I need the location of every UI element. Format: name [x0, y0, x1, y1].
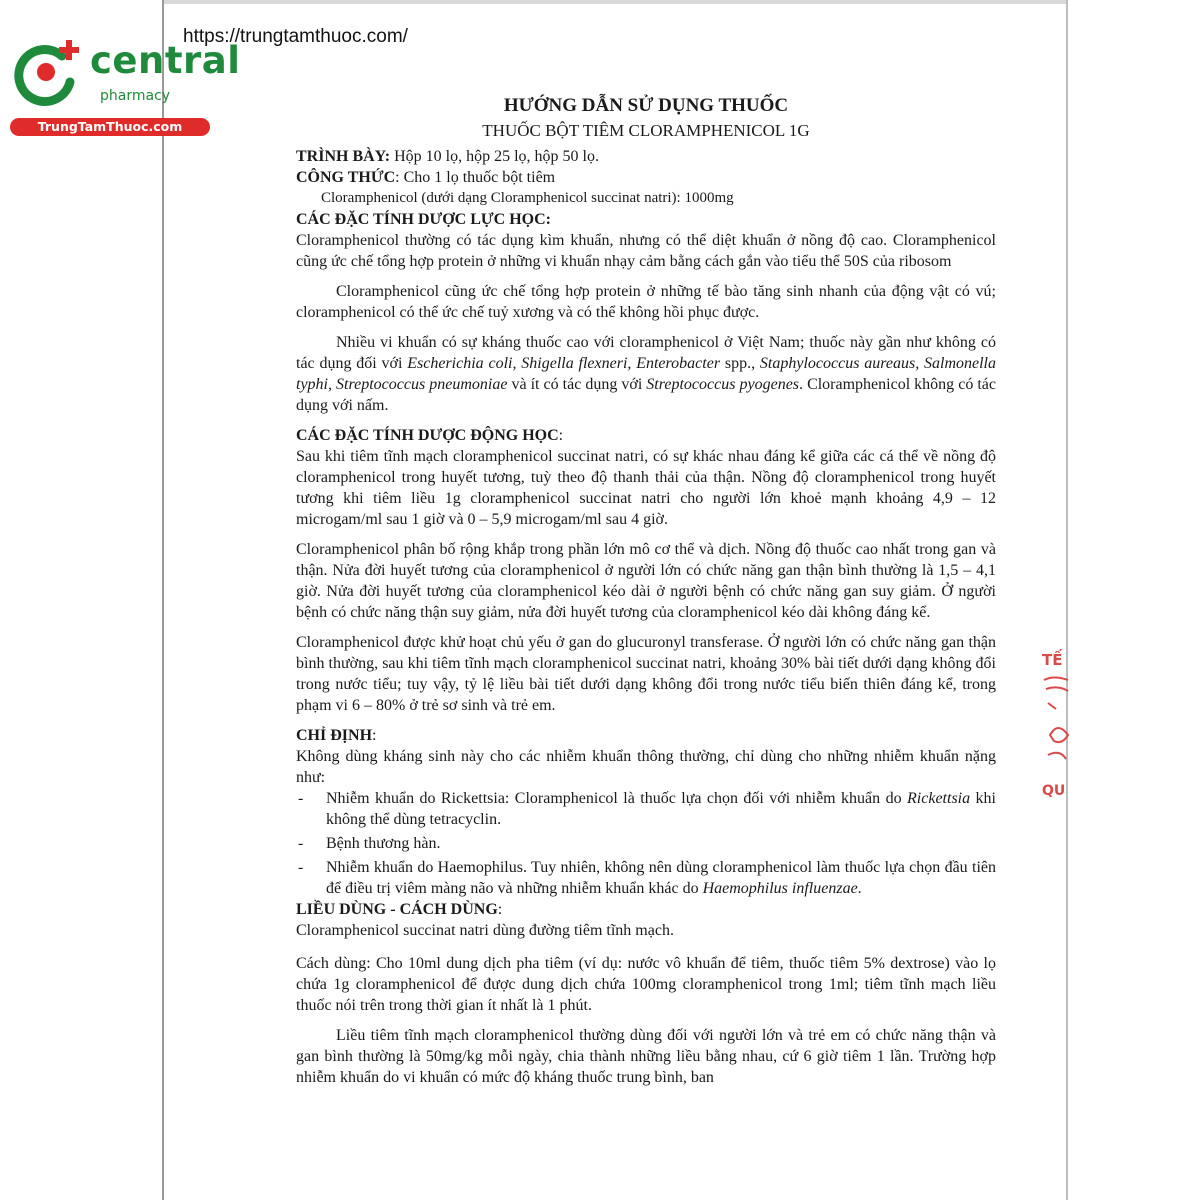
presentation-label: TRÌNH BÀY: [296, 148, 391, 165]
indication-1-text: Nhiễm khuẩn do Rickettsia: Cloramphenicol là thuốc lựa chọn đối với nhiễm khuẩn do [326, 790, 908, 807]
pd-p3-text-a: Nhiều vi khuẩn có sự kháng thuốc cao với cloramphenicol ở Việt Nam; thuốc này gần như không có tác dụng đối với [296, 334, 996, 372]
indication-1-organism: Rickettsia [907, 790, 971, 807]
dosage-heading: LIỀU DÙNG - CÁCH DÙNG: [296, 901, 503, 918]
pd-p3-text-c: spp., [720, 355, 760, 372]
list-item [296, 833, 996, 854]
indication-3-tail: . [857, 880, 862, 897]
logo-tagline: pharmacy [100, 88, 171, 104]
pharmacokinetics-paragraph-1: Sau khi tiêm tĩnh mạch cloramphenicol succinat natri, có sự khác nhau đáng kể giữa các cá thể về nồng độ cloramphenicol trong huyết tương, tuỳ theo độ thanh thải của thận. Nồng độ cloramphenicol trong huyết tương khi tiêm liều 1g cloramphenicol succinat natri cho người lớn khoẻ mạnh khoảng 4,9 – 12 microgam/ml sau 1 giờ và 0 – 5,9 microgam/ml sau 4 giờ. [296, 448, 996, 528]
presentation-line [296, 146, 996, 167]
pd-p3-text-e: và ít có tác dụng với [507, 376, 647, 393]
document-body [296, 146, 996, 1088]
pd-p3-text-g: . Cloramphenicol không có tác dụng với nấm. [296, 376, 996, 414]
stamp-text-bottom: QU [1042, 783, 1066, 799]
left-margin [0, 0, 163, 1200]
dosage-heading-text: LIỀU DÙNG - CÁCH DÙNG [296, 901, 498, 918]
logo-brand: central [90, 39, 241, 82]
indications-heading-text: CHỈ ĐỊNH [296, 727, 373, 744]
formula-line [296, 167, 996, 188]
pharmacodynamics-heading: CÁC ĐẶC TÍNH DƯỢC LỰC HỌC: [296, 211, 551, 228]
pharmacodynamics-paragraph-1: Cloramphenicol thường có tác dụng kìm khuẩn, nhưng có thể diệt khuẩn ở nồng độ cao. Cloramphenicol cũng ức chế tổng hợp protein ở những vi khuẩn nhạy cảm bằng cách gắn vào tiểu thể 50S của ribosom [296, 232, 996, 270]
pd-p3-organisms-a: Escherichia coli, Shigella flexneri, Enterobacter [407, 355, 721, 372]
dosage-paragraph-2: Cách dùng: Cho 10ml dung dịch pha tiêm (ví dụ: nước vô khuẩn để tiêm, thuốc tiêm 5% dextrose) vào lọ chứa 1g cloramphenicol để được dung dịch chứa 100mg cloramphenicol trong 1ml; tiêm tĩnh mạch liều thuốc nói trên trong thời gian ít nhất là 1 phút. [296, 955, 996, 1014]
paper-top-edge [163, 0, 1068, 4]
pharmacokinetics-paragraph-2: Cloramphenicol phân bố rộng khắp trong phần lớn mô cơ thể và dịch. Nồng độ thuốc cao nhất trong gan và thận. Nửa đời huyết tương của cloramphenicol ở người lớn có chức năng gan thận bình thường là 1,5 – 4,1 giờ. Nửa đời huyết tương của cloramphenicol kéo dài ở người bệnh có chức năng gan suy giảm. Ở người bệnh có chức năng thận suy giảm, nửa đời huyết tương của cloramphenicol kéo dài không đáng kể. [296, 541, 996, 621]
dosage-paragraph-3: Liều tiêm tĩnh mạch cloramphenicol thường dùng đối với người lớn và trẻ em có chức năng thận và gan bình thường là 50mg/kg mỗi ngày, chia thành những liều bằng nhau, cứ 6 giờ tiêm 1 lần. Trường hợp nhiễm khuẩn do vi khuẩn có mức độ kháng thuốc trung bình, ban [296, 1027, 996, 1086]
list-item [296, 857, 996, 899]
formula-ingredient: Cloramphenicol (dưới dạng Cloramphenicol succinat natri): 1000mg [321, 190, 734, 206]
pharmacodynamics-paragraph-3 [296, 332, 996, 416]
source-url[interactable]: https://trungtamthuoc.com/ [183, 26, 408, 47]
pharmacy-cross-icon [10, 36, 82, 108]
central-pharmacy-logo[interactable] [10, 36, 241, 136]
indication-2-text: Bệnh thương hàn. [326, 835, 441, 852]
document-title: HƯỚNG DẪN SỬ DỤNG THUỐC [503, 95, 789, 116]
indication-3-text: Nhiễm khuẩn do Haemophilus. Tuy nhiên, không nên dùng cloramphenicol làm thuốc lựa chọn đầu tiên để điều trị viêm màng não và những nhiễm khuẩn khác do [326, 859, 996, 897]
document-subtitle: THUỐC BỘT TIÊM CLORAMPHENICOL 1G [482, 121, 810, 140]
paper-left-edge [162, 0, 164, 1200]
formula-text: : Cho 1 lọ thuốc bột tiêm [395, 169, 556, 186]
pd-p3-organisms-c: Streptococcus pyogenes [646, 376, 800, 393]
presentation-text: Hộp 10 lọ, hộp 25 lọ, hộp 50 lọ. [394, 148, 599, 165]
formula-label: CÔNG THỨC [296, 169, 396, 186]
pharmacokinetics-heading: CÁC ĐẶC TÍNH DƯỢC ĐỘNG HỌC: [296, 427, 564, 444]
indication-3-organism: Haemophilus influenzae [702, 880, 858, 897]
red-stamp-fragment [1036, 645, 1076, 810]
indications-list [296, 788, 996, 899]
pharmacodynamics-paragraph-2: Cloramphenicol cũng ức chế tổng hợp protein ở những tế bào tăng sinh nhanh của động vật có vú; cloramphenicol có thể ức chế tuỷ xương và có thể không hồi phục được. [296, 283, 996, 321]
stamp-text-top: TẾ [1042, 651, 1063, 669]
indications-intro: Không dùng kháng sinh này cho các nhiễm khuẩn thông thường, chỉ dùng cho những nhiễm khuẩn nặng như: [296, 748, 996, 786]
logo-badge: TrungTamThuoc.com [10, 118, 210, 136]
right-margin [1068, 0, 1200, 1200]
indications-heading: CHỈ ĐỊNH: [296, 727, 377, 744]
pd-p3-organisms-b: Staphylococcus aureaus, Salmonella typhi, Streptococcus pneumoniae [296, 355, 997, 393]
list-item [296, 788, 996, 830]
dosage-paragraph-1: Cloramphenicol succinat natri dùng đường tiêm tĩnh mạch. [296, 922, 674, 939]
indication-1-tail: khi không thể dùng tetracyclin. [326, 790, 996, 828]
pharmacokinetics-paragraph-3: Cloramphenicol được khử hoạt chủ yếu ở gan do glucuronyl transferase. Ở người lớn có chức năng gan thận bình thường, sau khi tiêm tĩnh mạch cloramphenicol succinat natri, khoảng 30% bài tiết dưới dạng không đổi trong nước tiểu; tuy vậy, tỷ lệ liều bài tiết dưới dạng không đổi trong nước tiểu biến thiên đáng kể, trong phạm vi 6 – 80% ở trẻ sơ sinh và trẻ em. [296, 634, 996, 714]
pk-heading-text: CÁC ĐẶC TÍNH DƯỢC ĐỘNG HỌC [296, 427, 559, 444]
